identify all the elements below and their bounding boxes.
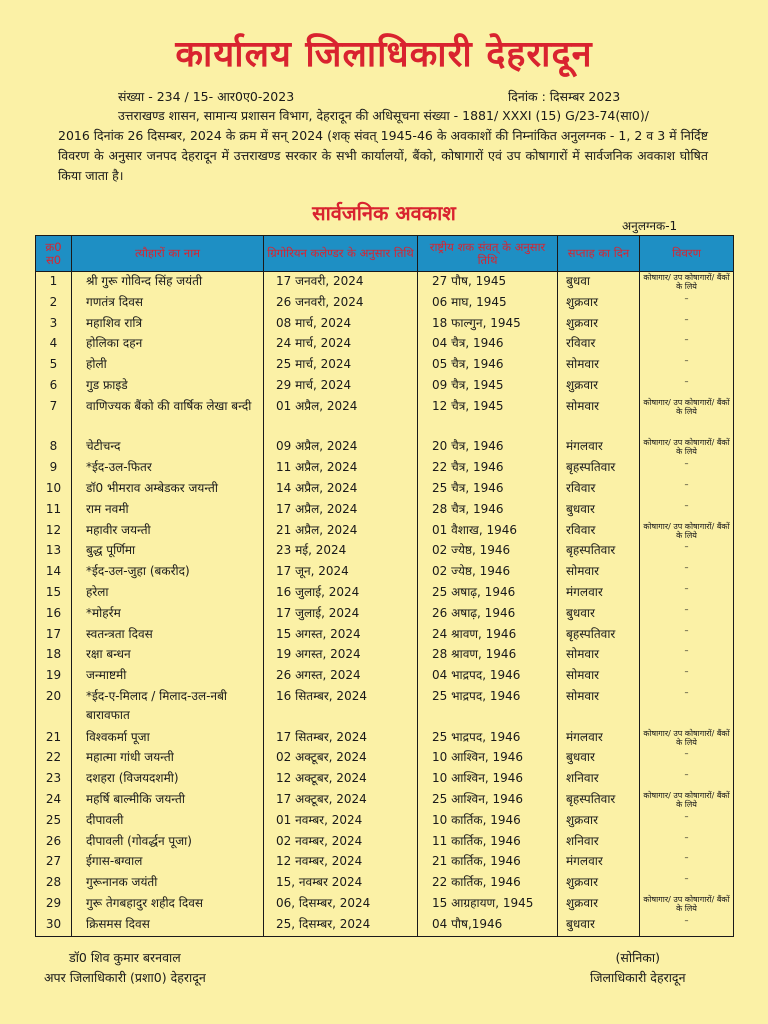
cell-weekday: शनिवार xyxy=(558,769,640,790)
table-row xyxy=(36,458,734,479)
cell-weekday: रविवार xyxy=(558,521,640,542)
cell-sn: 4 xyxy=(36,334,72,355)
cell-festival: *ईद-उल-फितर xyxy=(72,458,264,479)
cell-gregorian-date: 12 नवम्बर, 2024 xyxy=(264,852,418,873)
cell-remarks: – xyxy=(640,769,734,790)
cell-gregorian-date: 14 अप्रैल, 2024 xyxy=(264,479,418,500)
cell-festival: गुरूनानक जयंती xyxy=(72,873,264,894)
cell-weekday: बृहस्पतिवार xyxy=(558,458,640,479)
cell-remarks: – xyxy=(640,915,734,936)
cell-gregorian-date: 11 अप्रैल, 2024 xyxy=(264,458,418,479)
cell-festival: *ईद-उल-जुहा (बकरीद) xyxy=(72,562,264,583)
header-gregorian-date: ग्रिगोरियन कलेण्डर के अनुसार तिथि xyxy=(264,236,418,272)
cell-remarks: कोषागार/ उप कोषागारों/ बैंकों के लिये xyxy=(640,272,734,293)
cell-remarks: – xyxy=(640,852,734,873)
cell-sn: 6 xyxy=(36,376,72,397)
cell-weekday: बृहस्पतिवार xyxy=(558,625,640,646)
cell-gregorian-date: 15, नवम्बर 2024 xyxy=(264,873,418,894)
cell-festival: होली xyxy=(72,355,264,376)
table-row xyxy=(36,437,734,458)
cell-remarks: – xyxy=(640,645,734,666)
cell-weekday: शुक्रवार xyxy=(558,376,640,397)
cell-festival: बुद्ध पूर्णिमा xyxy=(72,541,264,562)
table-row xyxy=(36,832,734,853)
cell-sn: 26 xyxy=(36,832,72,853)
cell-sn: 13 xyxy=(36,541,72,562)
table-row xyxy=(36,272,734,293)
cell-weekday: मंगलवार xyxy=(558,437,640,458)
page-title: कार्यालय जिलाधिकारी देहरादून xyxy=(175,34,593,75)
notification-paragraph xyxy=(58,106,708,186)
cell-shaka-date: 04 पौष,1946 xyxy=(418,915,558,936)
cell-shaka-date: 28 श्रावण, 1946 xyxy=(418,645,558,666)
cell-remarks: – xyxy=(640,748,734,769)
cell-sn: 21 xyxy=(36,728,72,749)
cell-weekday: रविवार xyxy=(558,479,640,500)
table-row xyxy=(36,355,734,376)
cell-shaka-date: 02 ज्येष्ठ, 1946 xyxy=(418,541,558,562)
cell-remarks: – xyxy=(640,811,734,832)
cell-shaka-date: 25 भाद्रपद, 1946 xyxy=(418,728,558,749)
cell-remarks: – xyxy=(640,541,734,562)
cell-festival: *ईद-ए-मिलाद / मिलाद-उल-नबी बारावफात xyxy=(72,687,264,728)
section-title: सार्वजनिक अवकाश xyxy=(312,201,456,225)
cell-weekday: बुधवार xyxy=(558,748,640,769)
table-row xyxy=(36,894,734,915)
cell-gregorian-date: 17 सितम्बर, 2024 xyxy=(264,728,418,749)
cell-remarks: कोषागार/ उप कोषागारों/ बैंकों के लिये xyxy=(640,521,734,542)
cell-weekday: बुधवा xyxy=(558,272,640,293)
cell-festival: हरेला xyxy=(72,583,264,604)
table-row xyxy=(36,583,734,604)
cell-weekday: सोमवार xyxy=(558,355,640,376)
table-row xyxy=(36,666,734,687)
cell-weekday: सोमवार xyxy=(558,645,640,666)
table-row xyxy=(36,852,734,873)
table-row xyxy=(36,811,734,832)
cell-remarks: – xyxy=(640,479,734,500)
cell-festival: महात्मा गांधी जयन्ती xyxy=(72,748,264,769)
table-header-row xyxy=(36,236,734,272)
cell-weekday: रविवार xyxy=(558,334,640,355)
cell-remarks: – xyxy=(640,293,734,314)
document-date: दिनांक : दिसम्बर 2023 xyxy=(508,89,621,104)
holiday-table xyxy=(35,235,734,937)
table-row xyxy=(36,769,734,790)
cell-shaka-date: 22 कार्तिक, 1946 xyxy=(418,873,558,894)
cell-sn: 9 xyxy=(36,458,72,479)
header-sn: क्र0 स0 xyxy=(36,236,72,272)
cell-gregorian-date: 02 अक्टूबर, 2024 xyxy=(264,748,418,769)
cell-festival: महर्षि बाल्मीकि जयन्ती xyxy=(72,790,264,811)
cell-weekday: बृहस्पतिवार xyxy=(558,790,640,811)
table-row xyxy=(36,293,734,314)
cell-weekday: सोमवार xyxy=(558,687,640,728)
cell-festival: डॉ0 भीमराव अम्बेडकर जयन्ती xyxy=(72,479,264,500)
cell-sn: 23 xyxy=(36,769,72,790)
cell-festival: होलिका दहन xyxy=(72,334,264,355)
cell-gregorian-date: 08 मार्च, 2024 xyxy=(264,314,418,335)
cell-sn: 19 xyxy=(36,666,72,687)
cell-sn: 2 xyxy=(36,293,72,314)
cell-sn: 28 xyxy=(36,873,72,894)
table-row xyxy=(36,625,734,646)
cell-weekday: शुक्रवार xyxy=(558,293,640,314)
cell-festival: गणतंत्र दिवस xyxy=(72,293,264,314)
cell-festival: विश्वकर्मा पूजा xyxy=(72,728,264,749)
cell-sn: 5 xyxy=(36,355,72,376)
cell-shaka-date: 09 चैत्र, 1945 xyxy=(418,376,558,397)
cell-remarks: – xyxy=(640,583,734,604)
signatory-name: (सोनिका) xyxy=(615,950,660,965)
cell-weekday: शनिवार xyxy=(558,832,640,853)
cell-remarks: कोषागार/ उप कोषागारों/ बैंकों के लिये xyxy=(640,397,734,438)
table-row xyxy=(36,915,734,936)
cell-weekday: बुधवार xyxy=(558,604,640,625)
signature-dm xyxy=(590,948,686,988)
cell-gregorian-date: 02 नवम्बर, 2024 xyxy=(264,832,418,853)
cell-gregorian-date: 01 नवम्बर, 2024 xyxy=(264,811,418,832)
cell-gregorian-date: 09 अप्रैल, 2024 xyxy=(264,437,418,458)
reference-number: संख्या - 234 / 15- आर0ए0-2023 xyxy=(118,89,295,104)
cell-remarks: – xyxy=(640,625,734,646)
cell-festival: दीपावली xyxy=(72,811,264,832)
header-festival: त्यौहारों का नाम xyxy=(72,236,264,272)
cell-sn: 18 xyxy=(36,645,72,666)
cell-festival: वाणिज्यक बैंको की वार्षिक लेखा बन्दी xyxy=(72,397,264,438)
cell-gregorian-date: 17 जनवरी, 2024 xyxy=(264,272,418,293)
cell-weekday: मंगलवार xyxy=(558,728,640,749)
cell-shaka-date: 26 अषाढ़, 1946 xyxy=(418,604,558,625)
cell-sn: 20 xyxy=(36,687,72,728)
cell-sn: 3 xyxy=(36,314,72,335)
cell-shaka-date: 01 वैशाख, 1946 xyxy=(418,521,558,542)
cell-sn: 17 xyxy=(36,625,72,646)
cell-remarks: – xyxy=(640,873,734,894)
cell-weekday: सोमवार xyxy=(558,562,640,583)
signatory-designation: अपर जिलाधिकारी (प्रशा0) देहरादून xyxy=(44,970,206,985)
cell-gregorian-date: 25 मार्च, 2024 xyxy=(264,355,418,376)
table-row xyxy=(36,314,734,335)
cell-festival: जन्माष्टमी xyxy=(72,666,264,687)
cell-remarks: – xyxy=(640,334,734,355)
cell-shaka-date: 04 भाद्रपद, 1946 xyxy=(418,666,558,687)
table-row xyxy=(36,334,734,355)
cell-remarks: – xyxy=(640,314,734,335)
cell-shaka-date: 28 चैत्र, 1946 xyxy=(418,500,558,521)
cell-sn: 27 xyxy=(36,852,72,873)
cell-festival: महावीर जयन्ती xyxy=(72,521,264,542)
table-row xyxy=(36,790,734,811)
signatory-name: डॉ0 शिव कुमार बरनवाल xyxy=(69,950,181,965)
cell-gregorian-date: 23 मई, 2024 xyxy=(264,541,418,562)
table-row xyxy=(36,645,734,666)
cell-festival: गुड फ्राइडे xyxy=(72,376,264,397)
cell-shaka-date: 06 माघ, 1945 xyxy=(418,293,558,314)
cell-remarks: – xyxy=(640,355,734,376)
cell-sn: 11 xyxy=(36,500,72,521)
cell-weekday: बुधवार xyxy=(558,915,640,936)
cell-weekday: बुधवार xyxy=(558,500,640,521)
cell-weekday: शुक्रवार xyxy=(558,873,640,894)
annex-label: अनुलग्नक-1 xyxy=(622,219,678,233)
table-row xyxy=(36,500,734,521)
cell-remarks: – xyxy=(640,666,734,687)
cell-gregorian-date: 01 अप्रैल, 2024 xyxy=(264,397,418,438)
cell-gregorian-date: 17 अप्रैल, 2024 xyxy=(264,500,418,521)
table-row xyxy=(36,748,734,769)
cell-gregorian-date: 19 अगस्त, 2024 xyxy=(264,645,418,666)
cell-sn: 30 xyxy=(36,915,72,936)
cell-festival: स्वतन्त्रता दिवस xyxy=(72,625,264,646)
header-weekday: सप्ताह का दिन xyxy=(558,236,640,272)
cell-weekday: शुक्रवार xyxy=(558,811,640,832)
cell-festival: ईगास-बग्वाल xyxy=(72,852,264,873)
cell-shaka-date: 25 भाद्रपद, 1946 xyxy=(418,687,558,728)
cell-sn: 22 xyxy=(36,748,72,769)
cell-gregorian-date: 26 जनवरी, 2024 xyxy=(264,293,418,314)
table-row xyxy=(36,541,734,562)
cell-shaka-date: 10 आश्विन, 1946 xyxy=(418,748,558,769)
cell-festival: महाशिव रात्रि xyxy=(72,314,264,335)
header-shaka-date: राष्ट्रीय शक संवत् के अनुसार तिथि xyxy=(418,236,558,272)
paragraph-first-line: उत्तराखण्ड शासन, सामान्य प्रशासन विभाग, देहरादून की अधिसूचना संख्या - 1881/ XXXI (15) G/23-74(सा0)/ xyxy=(118,108,649,123)
cell-shaka-date: 12 चैत्र, 1945 xyxy=(418,397,558,438)
cell-sn: 1 xyxy=(36,272,72,293)
cell-shaka-date: 10 कार्तिक, 1946 xyxy=(418,811,558,832)
signature-additional-dm xyxy=(44,948,206,988)
cell-remarks: – xyxy=(640,832,734,853)
cell-festival: राम नवमी xyxy=(72,500,264,521)
cell-shaka-date: 15 आग्रहायण, 1945 xyxy=(418,894,558,915)
cell-sn: 12 xyxy=(36,521,72,542)
cell-festival: दशहरा (विजयदशमी) xyxy=(72,769,264,790)
cell-remarks: – xyxy=(640,604,734,625)
cell-gregorian-date: 16 सितम्बर, 2024 xyxy=(264,687,418,728)
paragraph-body: 2016 दिनांक 26 दिसम्बर, 2024 के क्रम में सन् 2024 (शक् संवत् 1945-46 के अवकाशों की निम्नांकित अनुलग्नक - 1, 2 व 3 में निर्दिष्ट विवरण के अनुसार जनपद देहरादून में उत्तराखण्ड सरकार के सभी कार्यालयों, बैंको, कोषागारों एवं उप कोषागारों में सार्वजनिक अवकाश घोषित किया जाता है। xyxy=(58,128,708,183)
cell-shaka-date: 25 आश्विन, 1946 xyxy=(418,790,558,811)
cell-sn: 14 xyxy=(36,562,72,583)
cell-weekday: सोमवार xyxy=(558,397,640,438)
cell-shaka-date: 20 चैत्र, 1946 xyxy=(418,437,558,458)
cell-festival: *मोहर्रम xyxy=(72,604,264,625)
cell-festival: श्री गुरू गोविन्द सिंह जयंती xyxy=(72,272,264,293)
cell-festival: दीपावली (गोवर्द्धन पूजा) xyxy=(72,832,264,853)
cell-remarks: कोषागार/ उप कोषागारों/ बैंकों के लिये xyxy=(640,790,734,811)
cell-remarks: – xyxy=(640,376,734,397)
cell-sn: 8 xyxy=(36,437,72,458)
cell-gregorian-date: 21 अप्रैल, 2024 xyxy=(264,521,418,542)
cell-shaka-date: 25 अषाढ़, 1946 xyxy=(418,583,558,604)
cell-weekday: सोमवार xyxy=(558,666,640,687)
cell-shaka-date: 25 चैत्र, 1946 xyxy=(418,479,558,500)
cell-sn: 16 xyxy=(36,604,72,625)
table-row xyxy=(36,687,734,728)
table-row xyxy=(36,728,734,749)
cell-festival: गुरू तेगबहादुर शहीद दिवस xyxy=(72,894,264,915)
cell-sn: 15 xyxy=(36,583,72,604)
table-row xyxy=(36,479,734,500)
cell-gregorian-date: 06, दिसम्बर, 2024 xyxy=(264,894,418,915)
cell-shaka-date: 10 आश्विन, 1946 xyxy=(418,769,558,790)
cell-shaka-date: 22 चैत्र, 1946 xyxy=(418,458,558,479)
cell-shaka-date: 24 श्रावण, 1946 xyxy=(418,625,558,646)
cell-gregorian-date: 25, दिसम्बर, 2024 xyxy=(264,915,418,936)
cell-gregorian-date: 29 मार्च, 2024 xyxy=(264,376,418,397)
cell-shaka-date: 18 फाल्गुन, 1945 xyxy=(418,314,558,335)
cell-remarks: – xyxy=(640,562,734,583)
cell-shaka-date: 02 ज्येष्ठ, 1946 xyxy=(418,562,558,583)
table-row xyxy=(36,562,734,583)
table-row xyxy=(36,397,734,438)
cell-shaka-date: 05 चैत्र, 1946 xyxy=(418,355,558,376)
cell-remarks: कोषागार/ उप कोषागारों/ बैंकों के लिये xyxy=(640,894,734,915)
cell-gregorian-date: 17 जून, 2024 xyxy=(264,562,418,583)
cell-sn: 29 xyxy=(36,894,72,915)
cell-remarks: – xyxy=(640,687,734,728)
header-remarks: विवरण xyxy=(640,236,734,272)
cell-remarks: – xyxy=(640,500,734,521)
cell-gregorian-date: 17 जुलाई, 2024 xyxy=(264,604,418,625)
cell-remarks: कोषागार/ उप कोषागारों/ बैंकों के लिये xyxy=(640,728,734,749)
cell-gregorian-date: 15 अगस्त, 2024 xyxy=(264,625,418,646)
cell-weekday: बृहस्पतिवार xyxy=(558,541,640,562)
cell-shaka-date: 11 कार्तिक, 1946 xyxy=(418,832,558,853)
table-row xyxy=(36,873,734,894)
cell-shaka-date: 27 पौष, 1945 xyxy=(418,272,558,293)
cell-weekday: मंगलवार xyxy=(558,583,640,604)
cell-weekday: मंगलवार xyxy=(558,852,640,873)
cell-sn: 24 xyxy=(36,790,72,811)
cell-gregorian-date: 16 जुलाई, 2024 xyxy=(264,583,418,604)
cell-gregorian-date: 26 अगस्त, 2024 xyxy=(264,666,418,687)
table-row xyxy=(36,376,734,397)
cell-weekday: शुक्रवार xyxy=(558,894,640,915)
cell-gregorian-date: 24 मार्च, 2024 xyxy=(264,334,418,355)
cell-remarks: कोषागार/ उप कोषागारों/ बैंकों के लिये xyxy=(640,437,734,458)
cell-weekday: शुक्रवार xyxy=(558,314,640,335)
cell-sn: 10 xyxy=(36,479,72,500)
table-row xyxy=(36,604,734,625)
cell-gregorian-date: 17 अक्टूबर, 2024 xyxy=(264,790,418,811)
cell-festival: चेटीचन्द xyxy=(72,437,264,458)
table-row xyxy=(36,521,734,542)
signatory-designation: जिलाधिकारी देहरादून xyxy=(590,970,686,985)
cell-shaka-date: 04 चैत्र, 1946 xyxy=(418,334,558,355)
cell-remarks: – xyxy=(640,458,734,479)
cell-gregorian-date: 12 अक्टूबर, 2024 xyxy=(264,769,418,790)
cell-sn: 25 xyxy=(36,811,72,832)
cell-shaka-date: 21 कार्तिक, 1946 xyxy=(418,852,558,873)
cell-festival: रक्षा बन्धन xyxy=(72,645,264,666)
cell-festival: क्रिसमस दिवस xyxy=(72,915,264,936)
cell-sn: 7 xyxy=(36,397,72,438)
